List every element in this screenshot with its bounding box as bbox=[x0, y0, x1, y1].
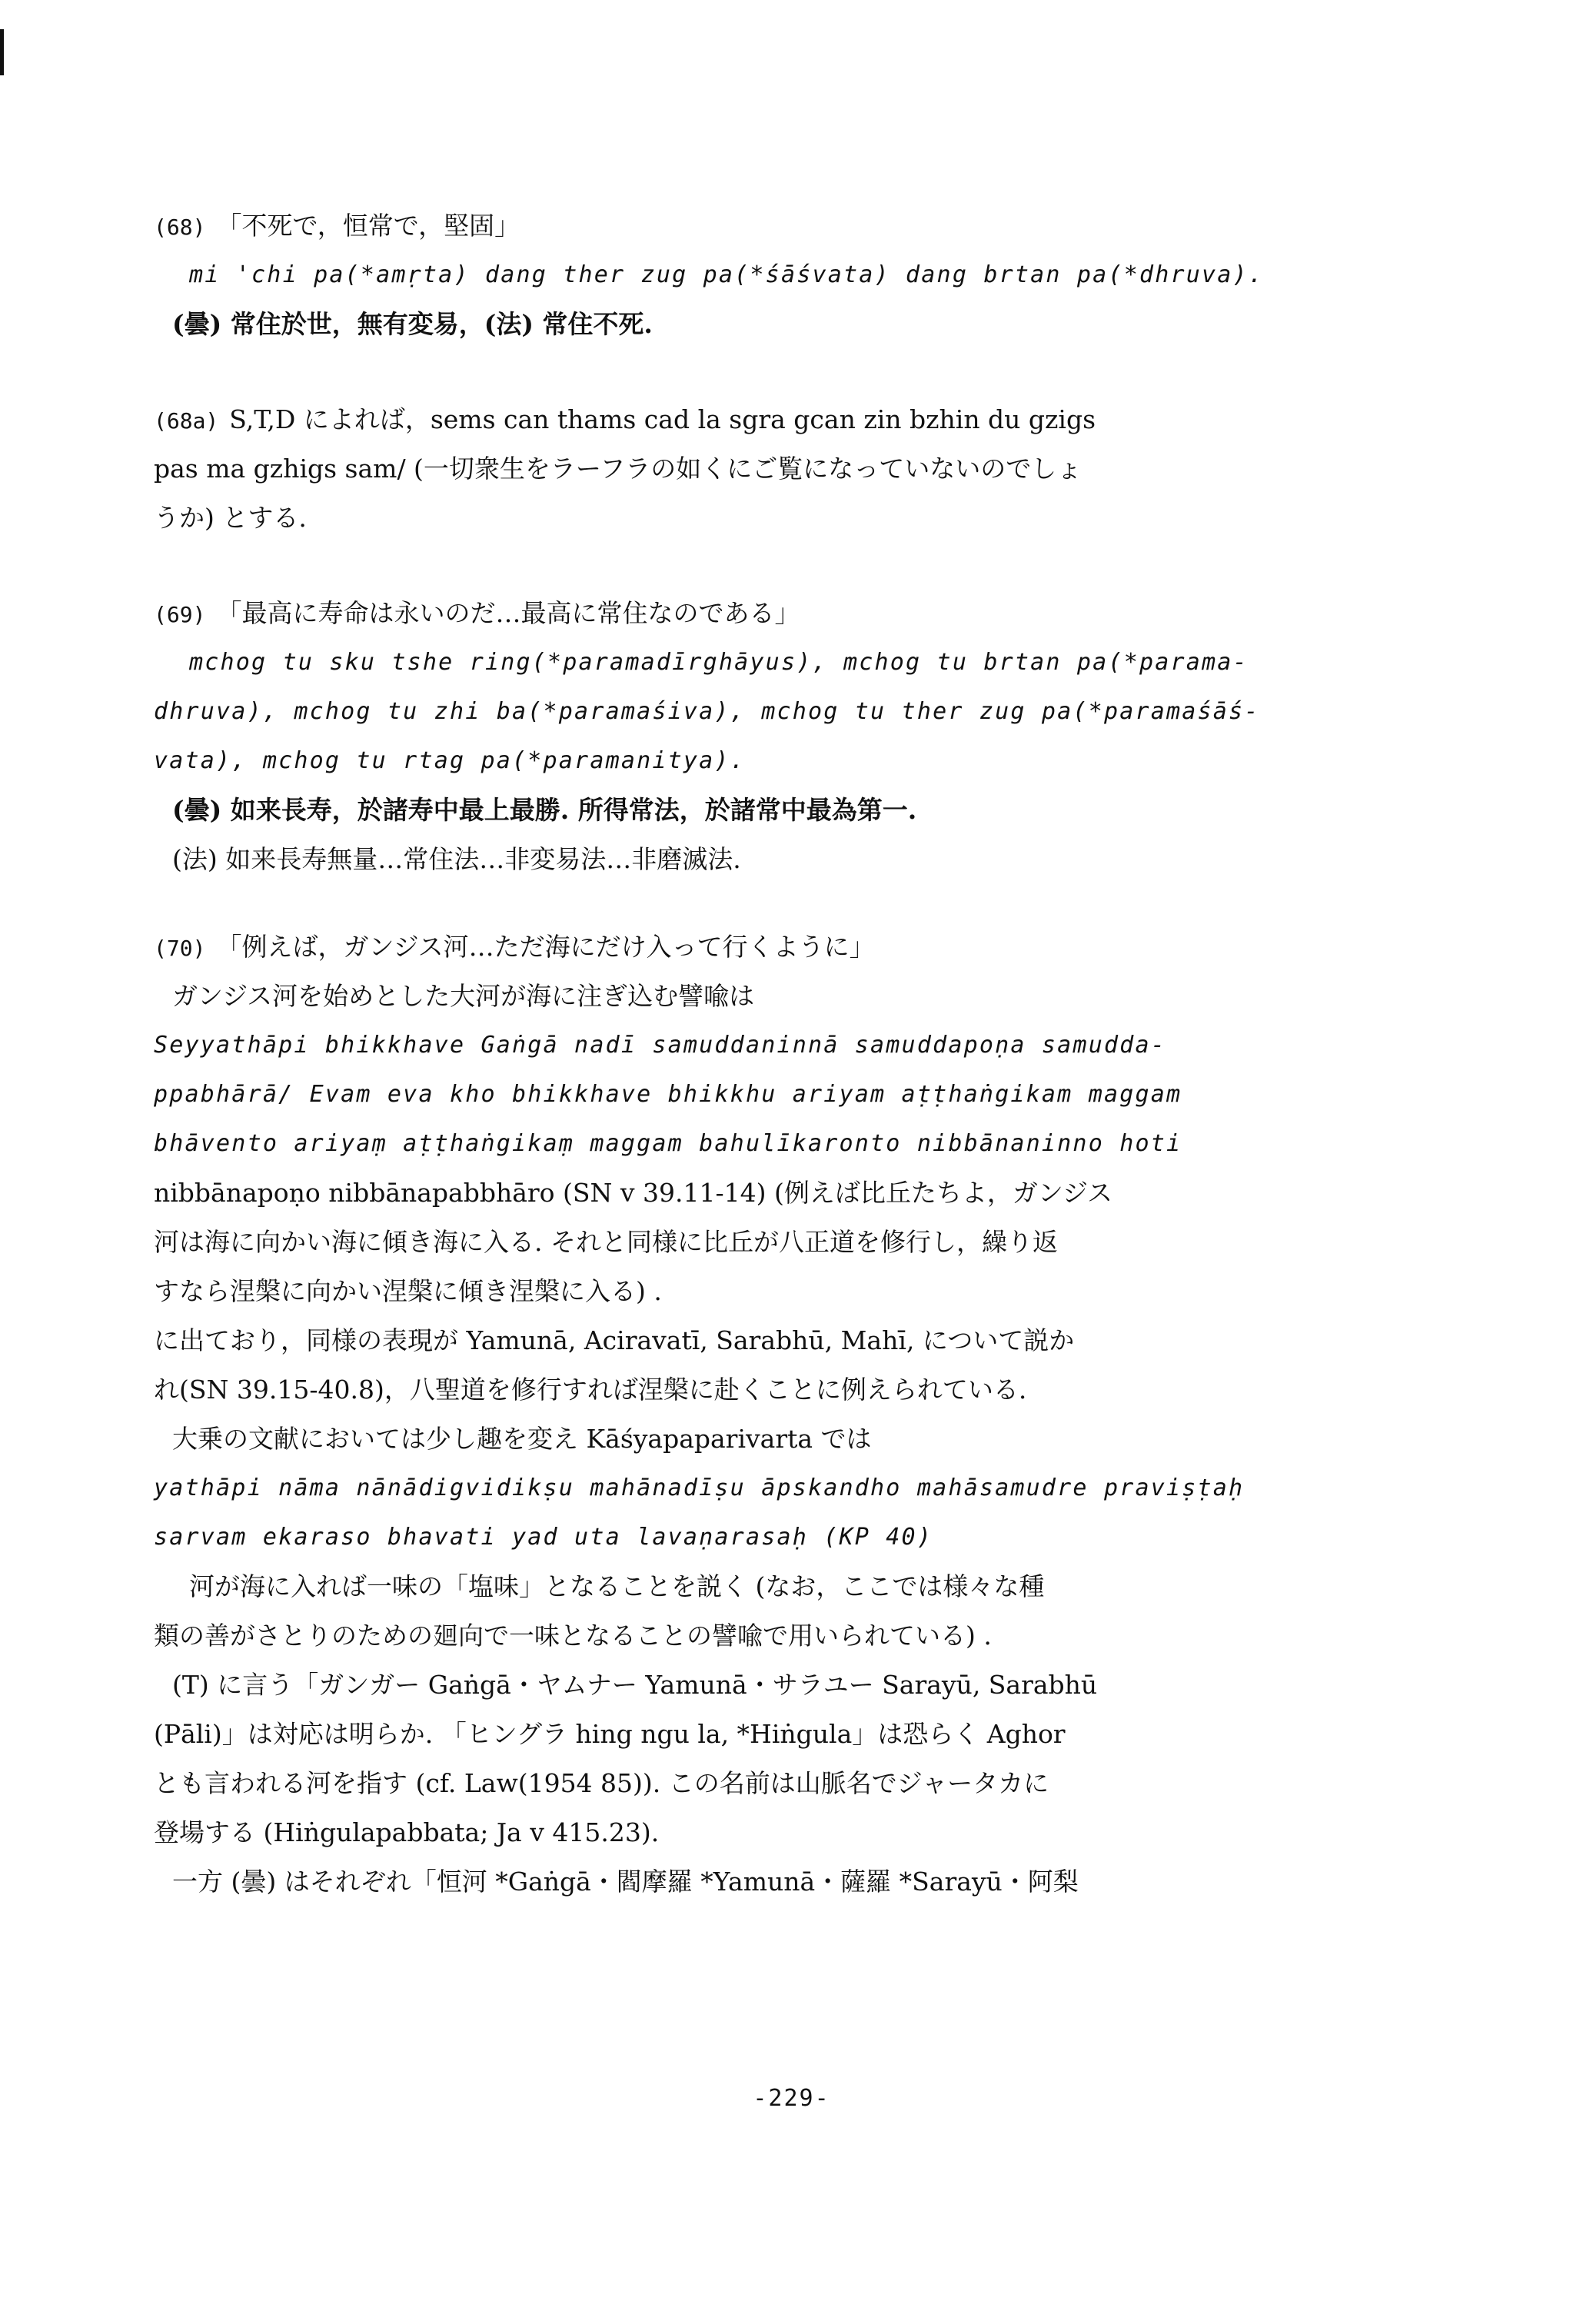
note-heading-text: 「例えば，ガンジス河…ただ海にだけ入って行くように」 bbox=[216, 932, 875, 962]
note-number: (68a) bbox=[154, 408, 219, 434]
body-line: すなら涅槃に向かい涅槃に傾き涅槃に入る) . bbox=[154, 1276, 662, 1306]
note-number: (68) bbox=[154, 214, 206, 240]
note-68a-line: うか) とする. bbox=[154, 503, 307, 533]
note-number: (70) bbox=[154, 936, 206, 961]
body-line: (Pāli)」は対応は明らか. 「ヒングラ hing ngu la, *Hiṅgula」は恐らく Aghor bbox=[154, 1719, 1066, 1749]
body-line: れ(SN 39.15-40.8)，八聖道を修行すれば涅槃に赴くことに例えられている. bbox=[154, 1375, 1027, 1405]
note-70 bbox=[154, 923, 1353, 1907]
note-heading-text: 「不死で，恒常で，堅固」 bbox=[216, 211, 520, 241]
body-line: (T) に言う「ガンガー Gaṅgā・ヤムナー Yamunā・サラユー Sarayū, Sarabhū bbox=[172, 1670, 1098, 1700]
note-68a bbox=[154, 395, 1353, 543]
page-number: -229- bbox=[753, 2085, 830, 2112]
body-line: 大乗の文献においては少し趣を変え Kāśyapaparivarta では bbox=[172, 1424, 872, 1454]
body-line: ガンジス河を始めとした大河が海に注ぎ込む譬喩は bbox=[172, 981, 755, 1011]
note-68 bbox=[154, 201, 1353, 349]
note-69-heading bbox=[154, 589, 1353, 638]
note-heading-text: 「最高に寿命は永いのだ…最高に常住なのである」 bbox=[216, 598, 800, 628]
chinese-parallel: (曇) 如来長寿，於諸寿中最上最勝. 所得常法，於諸常中最為第一. bbox=[172, 795, 917, 825]
chinese-parallel: (法) 如来長寿無量…常住法…非変易法…非磨滅法. bbox=[172, 844, 741, 874]
tibetan-line: mchog tu sku tshe ring(*paramadīrghāyus), mchog tu brtan pa(*parama- bbox=[189, 649, 1249, 676]
tibetan-line: dhruva), mchog tu zhi ba(*paramaśiva), mchog tu ther zug pa(*paramaśāś- bbox=[154, 698, 1260, 725]
body-line: 登場する (Hiṅgulapabbata; Ja v 415.23). bbox=[154, 1817, 660, 1847]
note-70-heading bbox=[154, 923, 1353, 972]
sanskrit-line: sarvam ekaraso bhavati yad uta lavaṇarasaḥ (KP 40) bbox=[154, 1524, 933, 1551]
note-68a-line: pas ma gzhigs sam/ (一切衆生をラーフラの如くにご覧になっていないのでしょ bbox=[154, 454, 1082, 484]
note-number: (69) bbox=[154, 602, 206, 627]
pali-line: ppabhārā/ Evam eva kho bhikkhave bhikkhu ariyam aṭṭhaṅgikam maggam bbox=[154, 1081, 1182, 1108]
note-68a-line bbox=[154, 395, 1353, 444]
body-line: とも言われる河を指す (cf. Law(1954 85)). この名前は山脈名でジャータカに bbox=[154, 1768, 1049, 1798]
body-line: 一方 (曇) はそれぞれ「恒河 *Gaṅgā・閻摩羅 *Yamunā・薩羅 *Sarayū・阿梨 bbox=[172, 1867, 1079, 1897]
body-line: に出ており，同様の表現が Yamunā, Aciravatī, Sarabhū, Mahī, について説か bbox=[154, 1325, 1075, 1355]
scan-edge-mark bbox=[0, 29, 4, 75]
chinese-parallel: (曇) 常住於世，無有変易，(法) 常住不死. bbox=[172, 309, 653, 339]
note-69 bbox=[154, 589, 1353, 884]
body-line: nibbānapoṇo nibbānapabbhāro (SN v 39.11-14) (例えば比丘たちよ，ガンジス bbox=[154, 1178, 1113, 1208]
tibetan-line: mi 'chi pa(*amṛta) dang ther zug pa(*śāśvata) dang brtan pa(*dhruva). bbox=[189, 261, 1265, 288]
sanskrit-line: yathāpi nāma nānādigvidikṣu mahānadīṣu āpskandho mahāsamudre praviṣṭaḥ bbox=[154, 1475, 1245, 1501]
body-line: 河は海に向かい海に傾き海に入る. それと同様に比丘が八正道を修行し，繰り返 bbox=[154, 1227, 1058, 1257]
note-text: S,T,D によれば，sems can thams cad la sgra gcan zin bzhin du gzigs bbox=[229, 404, 1096, 434]
body-line: 類の善がさとりのための廻向で一味となることの譬喩で用いられている) . bbox=[154, 1621, 992, 1651]
pali-line: bhāvento ariyaṃ aṭṭhaṅgikaṃ maggam bahulīkaronto nibbānaninno hoti bbox=[154, 1130, 1182, 1157]
tibetan-line: vata), mchog tu rtag pa(*paramanitya). bbox=[154, 747, 746, 774]
body-line: 河が海に入れば一味の「塩味」となることを説く (なお，ここでは様々な種 bbox=[189, 1571, 1045, 1601]
page-body bbox=[154, 201, 1353, 1907]
note-68-heading bbox=[154, 201, 1353, 251]
pali-line: Seyyathāpi bhikkhave Gaṅgā nadī samuddaninnā samuddapoṇa samudda- bbox=[154, 1032, 1166, 1059]
